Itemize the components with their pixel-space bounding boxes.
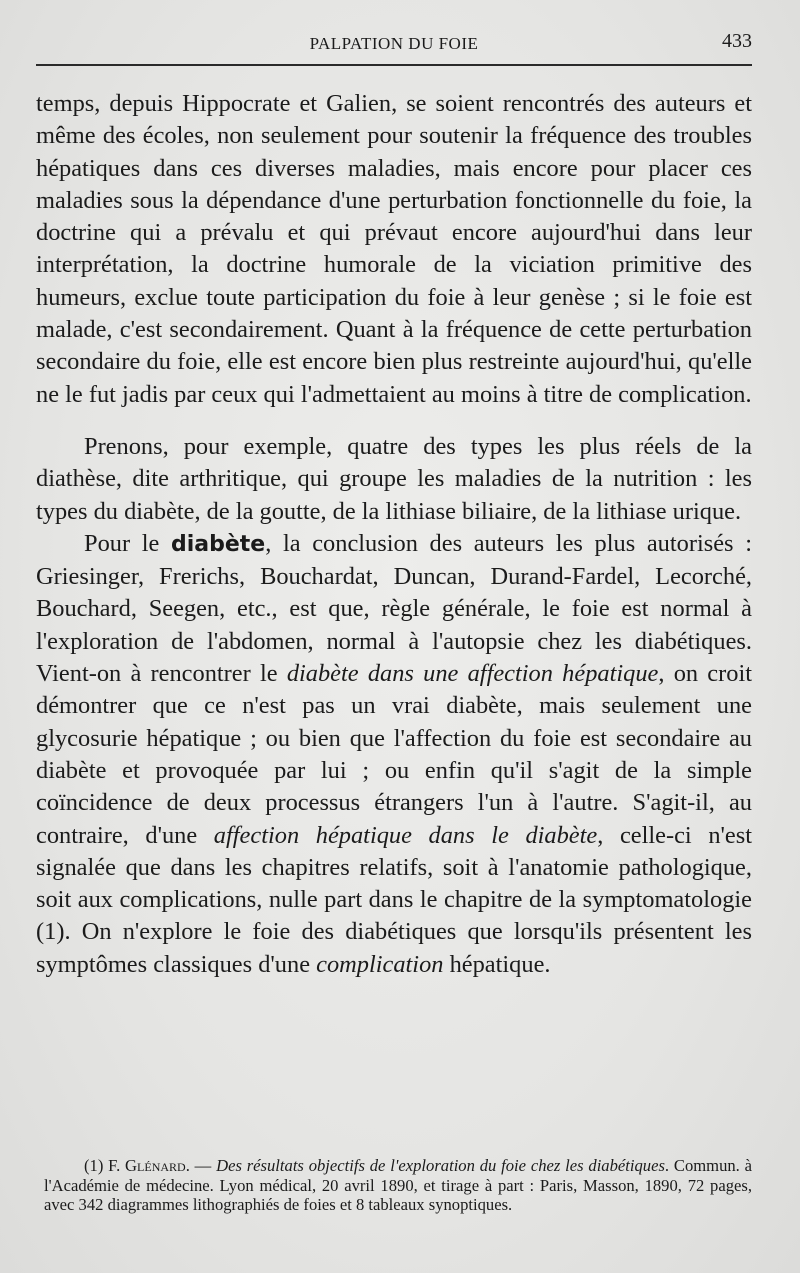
body-text <box>36 88 752 981</box>
footnote-reference: . Commun. à l'Académie de médecine. Lyon médical, 20 avril 1890, et tirage à part : Paris, Masson, 1890, 72 pages, avec 342 diagrammes lithographiés de foies et 8 tableaux synoptiques. <box>44 1156 753 1214</box>
bold-term-diabete: diabète <box>170 531 266 557</box>
italic-phrase: affection hépatique dans le diabète <box>213 821 598 849</box>
paragraph-1: temps, depuis Hippocrate et Galien, se soient rencontrés des auteurs et même des écoles, non seulement pour soutenir la fréquence des troubles hépatiques dans ces diverses maladies, mais encore pour placer ces maladies sous la dépendance d'une perturbation fonctionnelle du foie, la doctrine qui a prévalu et qui prévaut encore aujourd'hui dans leur interprétation, la doctrine humorale de la viciation primitive des humeurs, exclue toute participation du foie à leur genèse ; si le foie est malade, c'est secondairement. Quant à la fréquence de cette perturbation secondaire du foie, elle est encore bien plus restreinte aujourd'hui, qu'elle ne le fut jadis par ceux qui l'admettaient au moins à titre de complication. <box>36 90 752 408</box>
page-number: 433 <box>722 30 752 52</box>
paragraph-3-text: , on croit démontrer que ce n'est pas un vrai diabète, mais seulement une glycosurie hépatique ; ou bien que l'affection du foie est secondaire au diabète et provoquée par lui ; ou enfin qu'il s'agit de la simple coïncidence de deux processus étrangers l'un à l'autre. S'agit-il, au contraire, d'une <box>36 660 753 849</box>
paragraph-3-text: , celle-ci n'est signalée que dans les chapitres relatifs, soit à l'anatomie pathologique, soit aux complications, nulle part dans le chapitre de la symptomatologie (1). On n'explore le foie des diabétiques que lorsqu'ils présentent les symptômes classiques d'une <box>36 821 753 978</box>
paragraph-3-text: Pour le <box>84 529 171 557</box>
footnote-title: Des résultats objectifs de l'exploration du foie chez les diabétiques <box>216 1156 665 1175</box>
paragraph-2: Prenons, pour exemple, quatre des types les plus réels de la diathèse, dite arthritique, qui groupe les maladies de la nutrition : les types du diabète, de la goutte, de la lithiase biliaire, de la lithiase urique. <box>36 432 752 525</box>
footnote-dash: . — <box>185 1156 217 1175</box>
footnote <box>44 1156 752 1215</box>
italic-phrase: diabète dans une affection hépatique <box>286 660 659 688</box>
italic-phrase: complication <box>316 950 444 978</box>
footnote-marker: (1) F. <box>84 1156 126 1175</box>
page-header <box>36 28 752 66</box>
running-title: PALPATION DU FOIE <box>309 34 479 53</box>
footnote-author: Glénard <box>125 1156 186 1175</box>
paragraph-3 <box>36 528 752 981</box>
paragraph-3-text: , la conclusion des auteurs les plus autorisés : Griesinger, Frerichs, Bouchardat, Duncan, Durand-Fardel, Lecorché, Bouchard, Seegen, etc., est que, règle générale, le foie est normal à l'exploration de l'abdomen, normal à l'autopsie chez les diabétiques. Vient-on à rencontrer le <box>36 529 752 688</box>
footnote-text <box>44 1156 752 1215</box>
paragraph-3-text: hépatique. <box>443 950 551 978</box>
